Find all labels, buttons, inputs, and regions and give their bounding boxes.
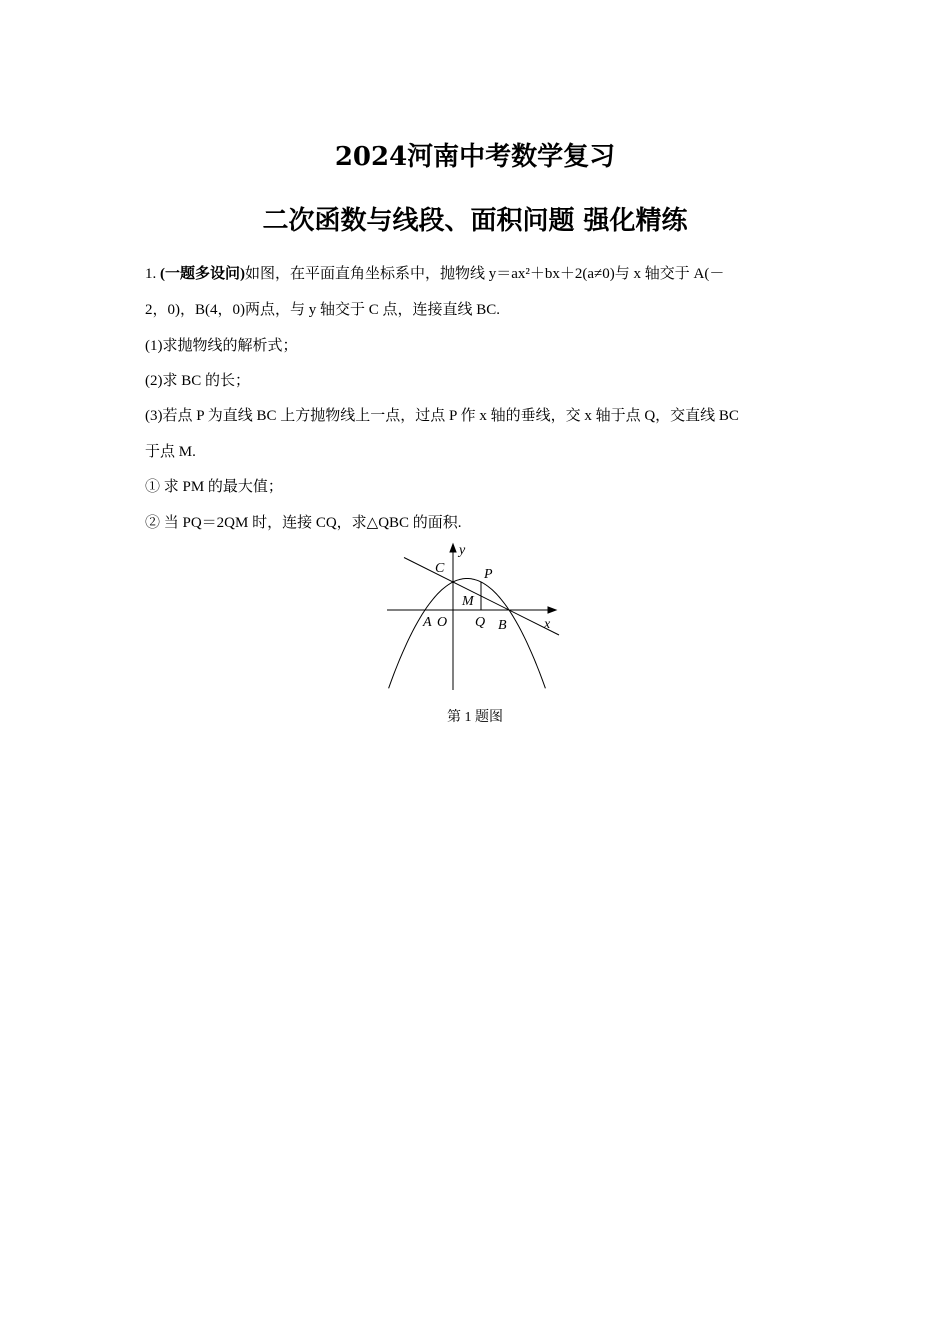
- question-1: (1)求抛物线的解析式；: [145, 338, 298, 354]
- figure-caption: 第 1 题图: [447, 710, 503, 725]
- question-3-2: ② 当 PQ＝2QM 时，连接 CQ，求△QBC 的面积.: [145, 515, 462, 531]
- label-y: y: [459, 543, 466, 558]
- question-2: (2)求 BC 的长；: [145, 373, 251, 389]
- x-axis-arrow: [548, 607, 556, 613]
- problem-text-1: 如图，在平面直角坐标系中，抛物线 y＝ax²＋bx＋2(a≠0)与 x 轴交于 A(－: [245, 266, 725, 282]
- problem-tag: (一题多设问): [160, 266, 245, 282]
- label-x: x: [544, 617, 551, 632]
- label-c: C: [435, 561, 445, 576]
- problem-line-2: 2，0)，B(4，0)两点，与 y 轴交于 C 点，连接直线 BC.: [145, 302, 501, 318]
- question-3-1: ① 求 PM 的最大值；: [145, 479, 283, 495]
- parabola-figure: [370, 535, 570, 700]
- problem-number: 1.: [145, 266, 157, 282]
- label-b: B: [498, 618, 507, 633]
- label-p: P: [484, 567, 493, 582]
- question-3-cont: 于点 M.: [145, 444, 196, 460]
- problem-line-1: [145, 262, 724, 283]
- label-a: A: [423, 615, 432, 630]
- label-o: O: [437, 615, 448, 630]
- document-title: 2024河南中考数学复习: [334, 142, 616, 172]
- label-m: M: [462, 594, 474, 609]
- question-3: (3)若点 P 为直线 BC 上方抛物线上一点，过点 P 作 x 轴的垂线，交 x 轴于点 Q，交直线 BC: [145, 408, 739, 424]
- label-q: Q: [475, 615, 486, 630]
- y-axis-arrow: [450, 544, 456, 552]
- document-subtitle: 二次函数与线段、面积问题 强化精练: [262, 206, 688, 236]
